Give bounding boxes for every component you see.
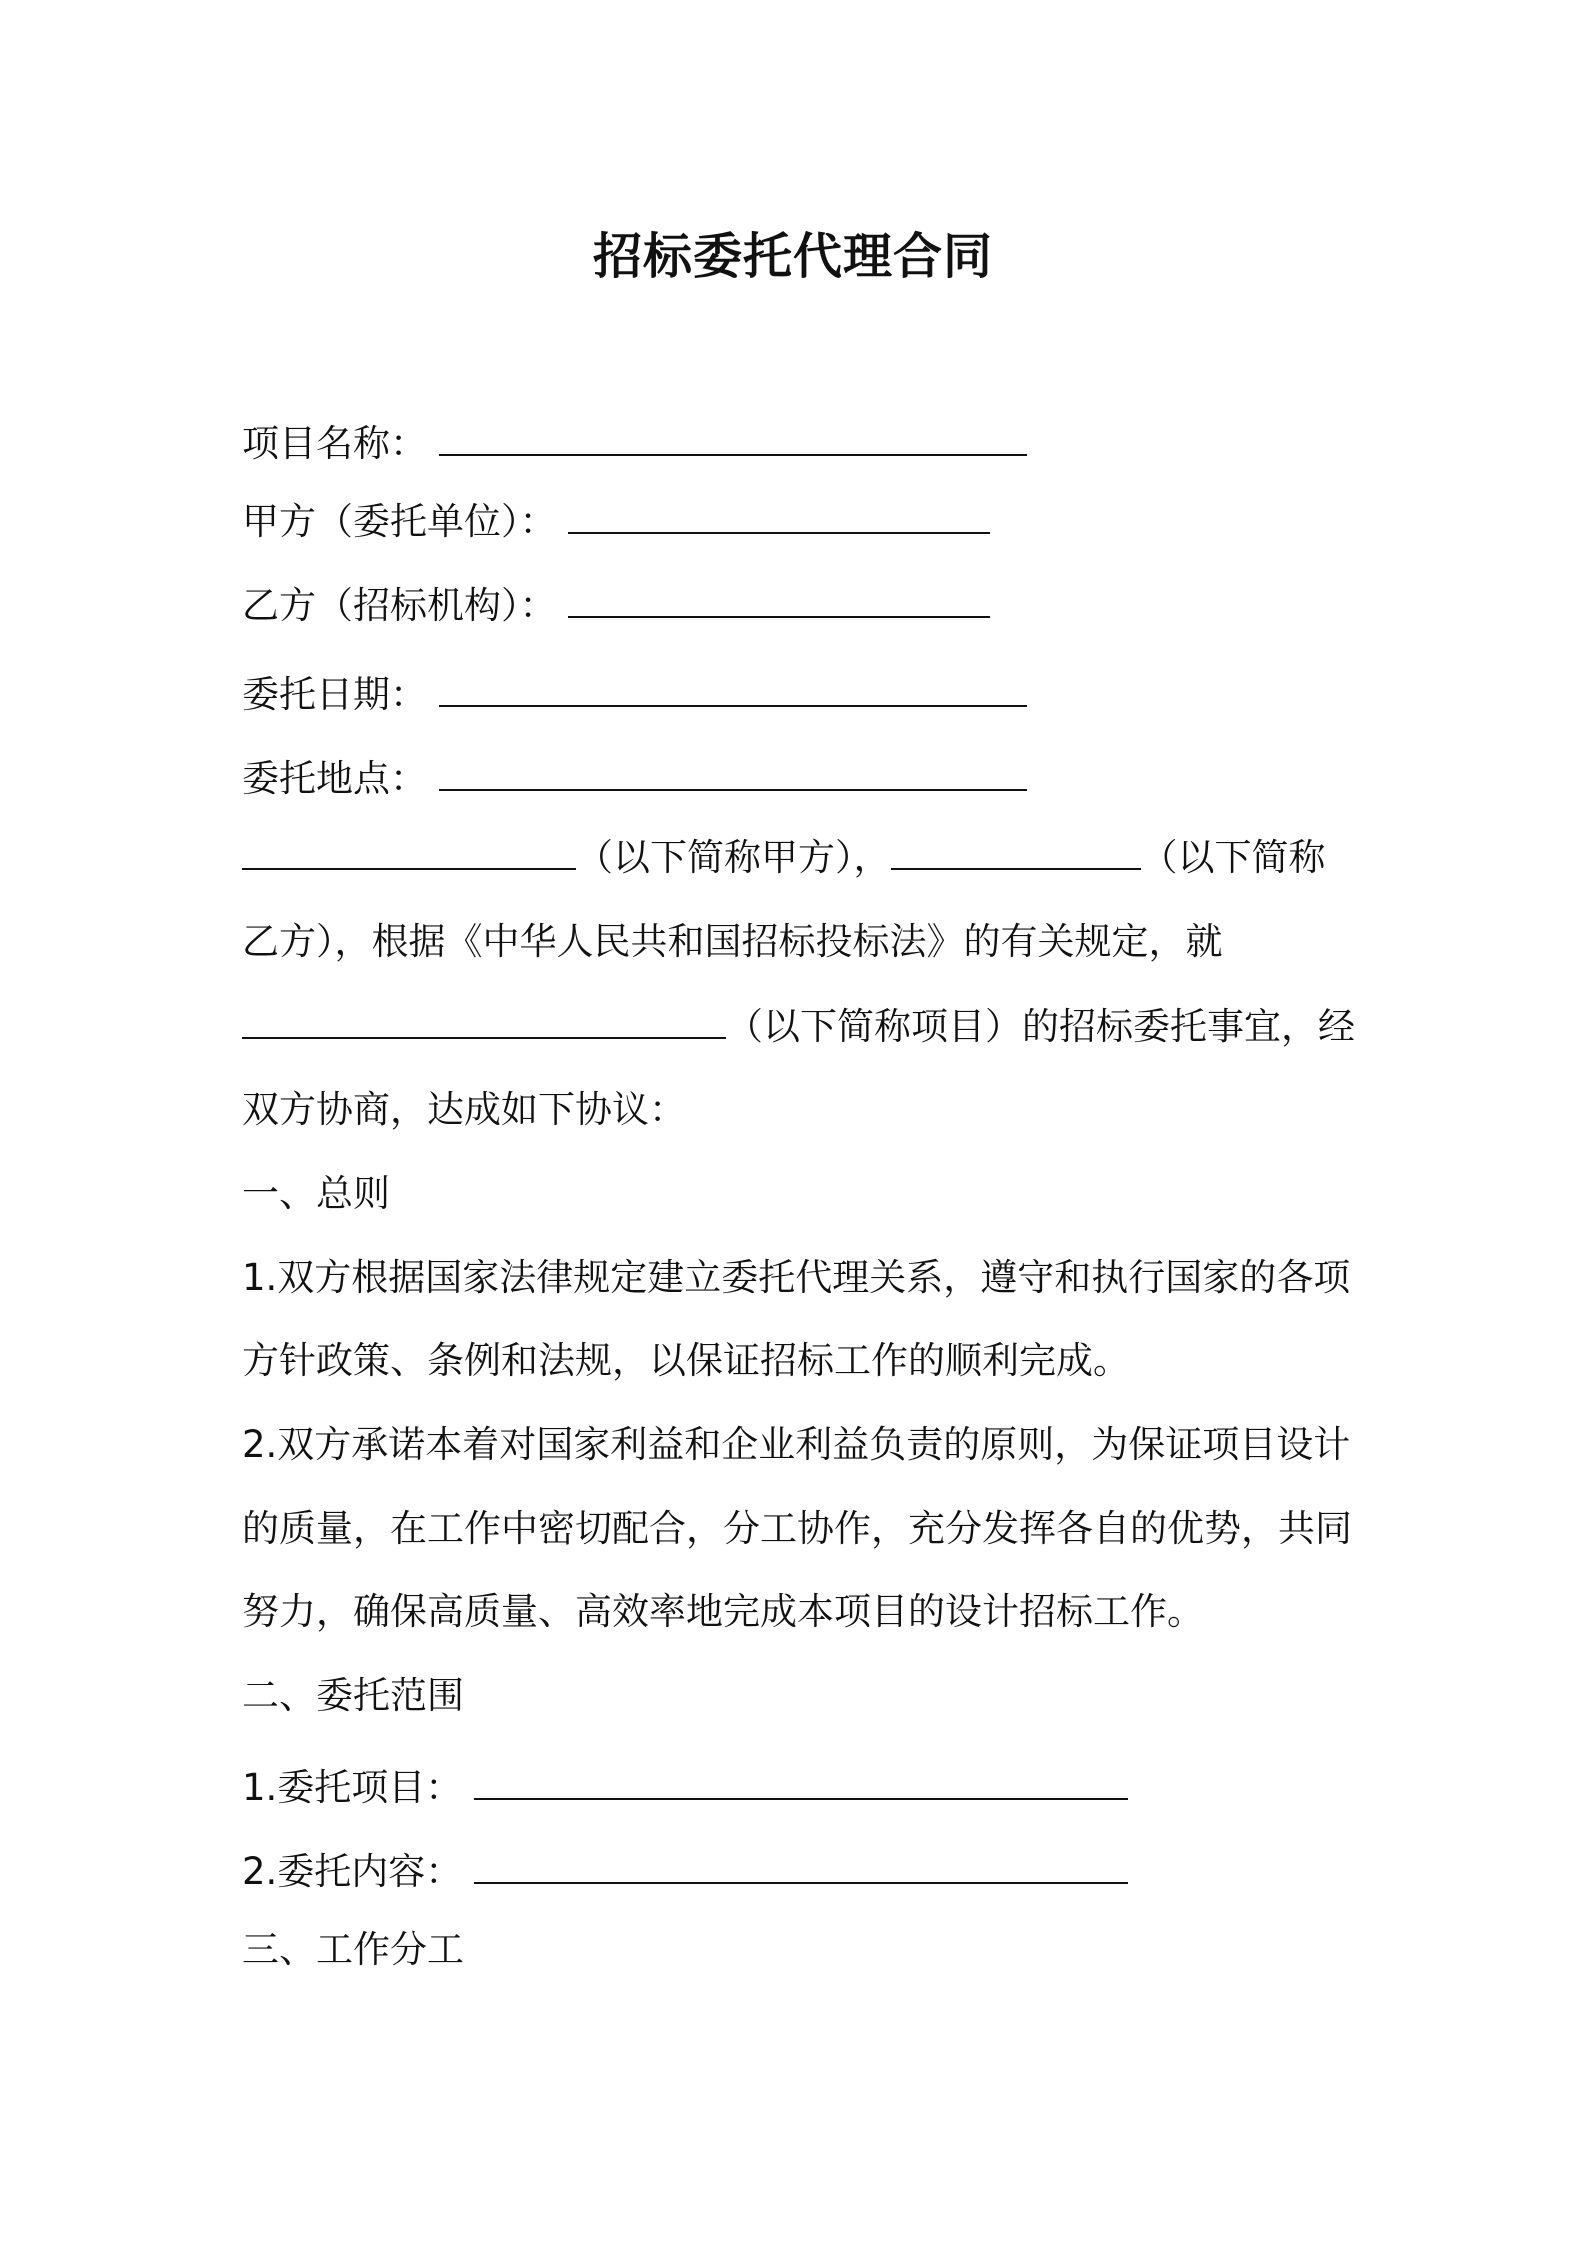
field-label: 委托地点： bbox=[242, 757, 427, 800]
document-title: 招标委托代理合同 bbox=[592, 228, 993, 285]
field-entrusted-content bbox=[242, 1846, 1128, 1898]
paragraph-line: 努力，确保高质量、高效率地完成本项目的设计招标工作。 bbox=[242, 1590, 1204, 1633]
blank-line bbox=[891, 838, 1141, 870]
blank-line bbox=[439, 424, 1027, 456]
blank-line bbox=[242, 838, 576, 870]
intro-line-2: 乙方），根据《中华人民共和国招标投标法》的有关规定，就 bbox=[242, 920, 1223, 963]
field-project-name bbox=[242, 418, 1027, 470]
field-party-b bbox=[242, 580, 990, 632]
intro-text: （以下简称甲方）， bbox=[576, 836, 891, 879]
paragraph-line: 1.双方根据国家法律规定建立委托代理关系，遵守和执行国家的各项 bbox=[242, 1256, 1351, 1299]
field-label: 乙方（招标机构）： bbox=[242, 584, 557, 627]
intro-line-1 bbox=[242, 832, 1326, 884]
section-heading-3: 三、工作分工 bbox=[242, 1928, 464, 1971]
paragraph-line: 2.双方承诺本着对国家利益和企业利益负责的原则，为保证项目设计 bbox=[242, 1423, 1351, 1466]
field-label: 甲方（委托单位）： bbox=[242, 500, 557, 543]
blank-line bbox=[474, 1768, 1128, 1800]
blank-line bbox=[568, 502, 990, 534]
field-label: 1.委托项目： bbox=[242, 1766, 463, 1809]
intro-line-3 bbox=[242, 1001, 1355, 1053]
intro-text: （以下简称项目）的招标委托事宜，经 bbox=[726, 1005, 1355, 1048]
field-label: 项目名称： bbox=[242, 422, 427, 465]
field-entrusted-project bbox=[242, 1762, 1128, 1814]
section-heading-2: 二、委托范围 bbox=[242, 1674, 464, 1717]
field-date bbox=[242, 669, 1027, 721]
paragraph-line: 方针政策、条例和法规，以保证招标工作的顺利完成。 bbox=[242, 1339, 1130, 1382]
field-label: 2.委托内容： bbox=[242, 1850, 463, 1893]
blank-line bbox=[242, 1007, 726, 1039]
blank-line bbox=[439, 759, 1027, 791]
field-place bbox=[242, 753, 1027, 805]
blank-line bbox=[474, 1852, 1128, 1884]
field-label: 委托日期： bbox=[242, 673, 427, 716]
field-party-a bbox=[242, 496, 990, 548]
intro-line-4: 双方协商，达成如下协议： bbox=[242, 1088, 686, 1131]
blank-line bbox=[439, 675, 1027, 707]
section-heading-1: 一、总则 bbox=[242, 1172, 390, 1215]
blank-line bbox=[568, 586, 990, 618]
paragraph-line: 的质量，在工作中密切配合，分工协作，充分发挥各自的优势，共同 bbox=[242, 1507, 1352, 1550]
intro-text: （以下简称 bbox=[1140, 836, 1326, 879]
